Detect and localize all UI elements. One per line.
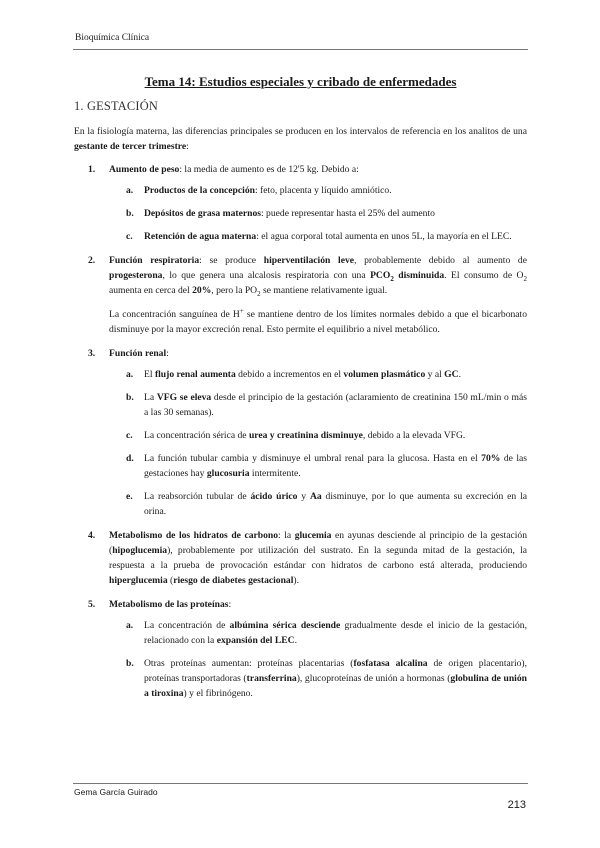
- sub-item: b. Depósitos de grasa maternos: puede representar hasta el 25% del aumento: [126, 208, 435, 219]
- sub-item: a. La concentración de albúmina sérica desciende gradualmente desde el inicio de la gestación, relacionado con la expansión del LEC.: [126, 620, 527, 646]
- sub-item: b. La VFG se eleva desde el principio de la gestación (aclaramiento de creatinina 150 mL/min o más a las 30 semanas).: [126, 392, 527, 418]
- list-item-respiratory-function: 2. Función respiratoria: se produce hiperventilación leve, probablemente debido al aumento de progesterona, lo que genera una alcalosis respiratoria con una $PCO_2$ disminuida. El consumo de $O_2$ aumenta en cerca del 20%, pero la $PO_2$ se mantiene relativamente igual. La concentración sanguínea de H+ se mantiene dentro de los límites normales debido a que el bicarbonato disminuye por la mayor excreción renal. Esto permite el equilibrio a nivel metabólico.: [88, 255, 528, 335]
- protein-metabolism-sublist: [109, 618, 527, 701]
- item-number: 4.: [88, 530, 96, 541]
- intro-paragraph: En la fisiología materna, las diferencias principales se producen en los intervalos de referencia en los analitos de una gestante de tercer trimestre:: [74, 126, 527, 152]
- item-number: 2.: [88, 255, 96, 266]
- sub-item: d. La función tubular cambia y disminuye el umbral renal para la glucosa. Hasta en el 70% de las gestaciones hay glucosuria intermitente.: [126, 453, 527, 479]
- footer-author: Gema García Guirado: [74, 787, 158, 797]
- sub-item: a. Productos de la concepción: feto, placenta y líquido amniótico.: [126, 185, 392, 196]
- list-item-renal-function: 3. Función renal: a. El flujo renal aumenta debido a incrementos en el volumen plasmático y al GC. b. La VFG se eleva desde el principio de la gestación (aclaramiento de creatinina 150 mL/min o más a las 30 semanas). c. La concentración sérica de urea y creatinina disminuye, debido a la elevada VFG. d. La función tubular cambia y disminuye el umbral renal para la glucosa. Hasta en el 70% de las gestaciones hay glucosuria intermitente. e. La reabsorción tubular de ácido úrico y Aa disminuye, por lo que aumenta su excreción en la orina.: [88, 348, 527, 517]
- section-heading: 1. GESTACIÓN: [74, 99, 159, 113]
- topic-list: [74, 162, 527, 701]
- sub-item: b. Otras proteínas aumentan: proteínas placentarias (fosfatasa alcalina de origen placentario), proteínas transportadoras (transferrina), glucoproteínas de unión a hormonas (globulina de unión a tiroxina) y el fibrinógeno.: [126, 658, 528, 699]
- list-item-weight-gain: 1. Aumento de peso: la media de aumento es de 12'5 kg. Debido a: a. Productos de la concepción: feto, placenta y líquido amniótico. b. Depósitos de grasa maternos: puede representar hasta el 25% del aumento c. Retención de agua materna: el agua corporal total aumenta en unos 5L, la mayoría en el LEC.: [74, 162, 527, 244]
- sub-item: e. La reabsorción tubular de ácido úrico y Aa disminuye, por lo que aumenta su excreción en la orina.: [126, 491, 527, 517]
- sub-item: a. El flujo renal aumenta debido a incrementos en el volumen plasmático y al GC.: [126, 369, 461, 380]
- list-item-carbohydrate-metabolism: 4. Metabolismo de los hidratos de carbono: la glucemia en ayunas desciende al principio de la gestación (hipoglucemia), probablemente por utilización del sustrato. En la segunda mitad de la gestación, la respuesta a la prueba de provocación estándar con hidratos de carbono está alterada, produciendo hiperglucemia (riesgo de diabetes gestacional).: [88, 530, 527, 586]
- weight-gain-sublist: [109, 183, 527, 244]
- sub-item: c. La concentración sérica de urea y creatinina disminuye, debido a la elevada VFG.: [126, 430, 466, 441]
- bicarbonate-paragraph: La concentración sanguínea de H+ se mantiene dentro de los límites normales debido a que el bicarbonato disminuye por la mayor excreción renal. Esto permite el equilibrio a nivel metabólico.: [109, 306, 528, 335]
- item-number: 1.: [88, 164, 96, 175]
- document-title: Tema 14: Estudios especiales y cribado de enfermedades: [144, 74, 457, 89]
- list-item-protein-metabolism: 5. Metabolismo de las proteínas: a. La concentración de albúmina sérica desciende gradualmente desde el inicio de la gestación, relacionado con la expansión del LEC. b. Otras proteínas aumentan: proteínas placentarias (fosfatasa alcalina de origen placentario), proteínas transportadoras (transferrina), glucoproteínas de unión a hormonas (globulina de unión a tiroxina) y el fibrinógeno.: [88, 599, 528, 699]
- running-header: Bioquímica Clínica: [75, 33, 150, 43]
- header-divider: [73, 49, 528, 50]
- footer-divider: [73, 783, 528, 784]
- item-number: 3.: [88, 348, 96, 359]
- item-number: 5.: [88, 599, 96, 610]
- sub-item: c. Retención de agua materna: el agua corporal total aumenta en unos 5L, la mayoría en el LEC.: [126, 231, 512, 242]
- main-content: [74, 124, 527, 710]
- page-number: 213: [507, 799, 526, 811]
- renal-function-sublist: [109, 367, 527, 519]
